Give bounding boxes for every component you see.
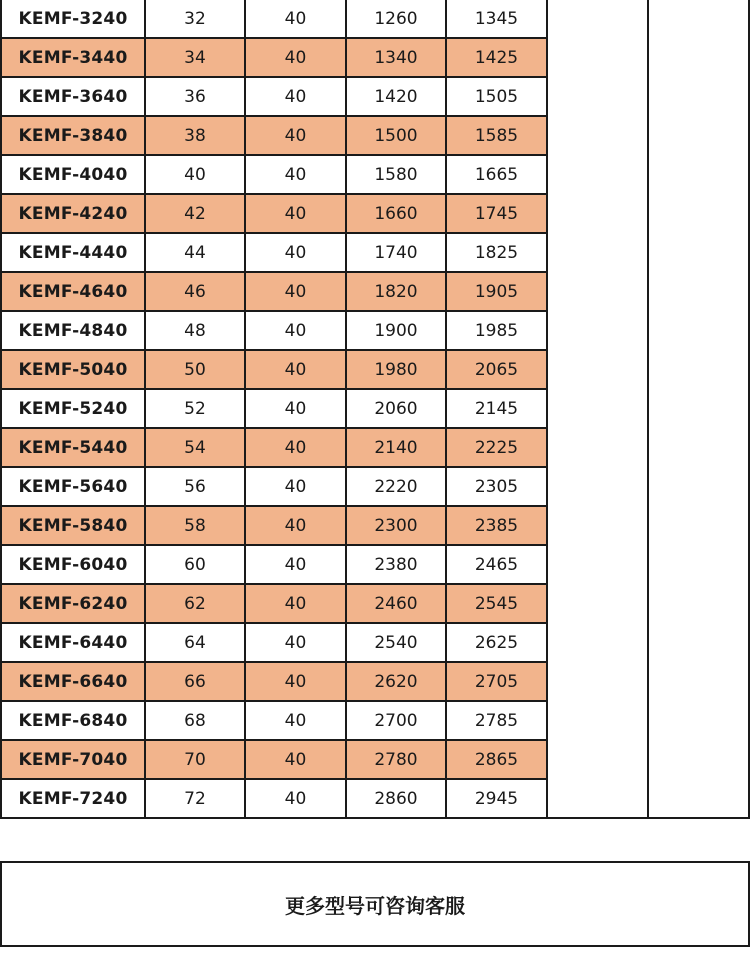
value-cell: 2545 xyxy=(446,584,547,623)
value-cell: 1985 xyxy=(446,311,547,350)
value-cell: 34 xyxy=(145,38,245,77)
value-cell: 2625 xyxy=(446,623,547,662)
value-cell: 40 xyxy=(245,779,346,818)
footer-text: 更多型号可咨询客服 xyxy=(285,893,465,918)
value-cell: 2465 xyxy=(446,545,547,584)
value-cell: 2305 xyxy=(446,467,547,506)
value-cell: 56 xyxy=(145,467,245,506)
value-cell: 32 xyxy=(145,0,245,38)
value-cell: 1340 xyxy=(346,38,446,77)
value-cell: 2540 xyxy=(346,623,446,662)
value-cell: 2865 xyxy=(446,740,547,779)
value-cell: 66 xyxy=(145,662,245,701)
value-cell: 48 xyxy=(145,311,245,350)
value-cell: 2220 xyxy=(346,467,446,506)
value-cell: 40 xyxy=(245,701,346,740)
value-cell: 1585 xyxy=(446,116,547,155)
value-cell: 1740 xyxy=(346,233,446,272)
model-cell: KEMF-7040 xyxy=(1,740,145,779)
value-cell: 54 xyxy=(145,428,245,467)
value-cell: 2060 xyxy=(346,389,446,428)
value-cell: 40 xyxy=(245,506,346,545)
model-cell: KEMF-5240 xyxy=(1,389,145,428)
value-cell: 64 xyxy=(145,623,245,662)
table-row xyxy=(1,0,749,38)
value-cell: 40 xyxy=(145,155,245,194)
value-cell: 40 xyxy=(245,662,346,701)
value-cell: 50 xyxy=(145,350,245,389)
value-cell: 46 xyxy=(145,272,245,311)
footer-note xyxy=(0,861,750,947)
value-cell: 40 xyxy=(245,428,346,467)
model-cell: KEMF-5840 xyxy=(1,506,145,545)
value-cell: 1420 xyxy=(346,77,446,116)
value-cell: 1660 xyxy=(346,194,446,233)
model-cell: KEMF-3640 xyxy=(1,77,145,116)
output-type-cell xyxy=(648,0,749,818)
value-cell: 2065 xyxy=(446,350,547,389)
model-cell: KEMF-5040 xyxy=(1,350,145,389)
value-cell: 40 xyxy=(245,155,346,194)
value-cell: 40 xyxy=(245,623,346,662)
value-cell: 72 xyxy=(145,779,245,818)
value-cell: 40 xyxy=(245,389,346,428)
model-cell: KEMF-4040 xyxy=(1,155,145,194)
value-cell: 1825 xyxy=(446,233,547,272)
model-cell: KEMF-4640 xyxy=(1,272,145,311)
value-cell: 60 xyxy=(145,545,245,584)
model-cell: KEMF-3440 xyxy=(1,38,145,77)
value-cell: 44 xyxy=(145,233,245,272)
value-cell: 70 xyxy=(145,740,245,779)
model-cell: KEMF-4440 xyxy=(1,233,145,272)
value-cell: 1980 xyxy=(346,350,446,389)
value-cell: 2385 xyxy=(446,506,547,545)
value-cell: 2380 xyxy=(346,545,446,584)
value-cell: 40 xyxy=(245,194,346,233)
value-cell: 1580 xyxy=(346,155,446,194)
model-cell: KEMF-6040 xyxy=(1,545,145,584)
model-cell: KEMF-6840 xyxy=(1,701,145,740)
value-cell: 40 xyxy=(245,272,346,311)
value-cell: 2705 xyxy=(446,662,547,701)
value-cell: 40 xyxy=(245,740,346,779)
value-cell: 1900 xyxy=(346,311,446,350)
value-cell: 38 xyxy=(145,116,245,155)
model-cell: KEMF-5640 xyxy=(1,467,145,506)
value-cell: 40 xyxy=(245,38,346,77)
value-cell: 40 xyxy=(245,311,346,350)
value-cell: 58 xyxy=(145,506,245,545)
value-cell: 40 xyxy=(245,0,346,38)
table-body xyxy=(1,0,749,818)
range-cell xyxy=(547,0,648,818)
value-cell: 40 xyxy=(245,545,346,584)
model-cell: KEMF-4840 xyxy=(1,311,145,350)
value-cell: 1905 xyxy=(446,272,547,311)
value-cell: 1345 xyxy=(446,0,547,38)
model-cell: KEMF-6640 xyxy=(1,662,145,701)
model-cell: KEMF-3240 xyxy=(1,0,145,38)
value-cell: 2460 xyxy=(346,584,446,623)
model-cell: KEMF-7240 xyxy=(1,779,145,818)
value-cell: 68 xyxy=(145,701,245,740)
value-cell: 1820 xyxy=(346,272,446,311)
value-cell: 1665 xyxy=(446,155,547,194)
model-cell: KEMF-6440 xyxy=(1,623,145,662)
value-cell: 1425 xyxy=(446,38,547,77)
value-cell: 2145 xyxy=(446,389,547,428)
model-cell: KEMF-3840 xyxy=(1,116,145,155)
value-cell: 2140 xyxy=(346,428,446,467)
value-cell: 40 xyxy=(245,350,346,389)
model-cell: KEMF-6240 xyxy=(1,584,145,623)
value-cell: 40 xyxy=(245,77,346,116)
value-cell: 42 xyxy=(145,194,245,233)
value-cell: 1505 xyxy=(446,77,547,116)
value-cell: 1745 xyxy=(446,194,547,233)
value-cell: 1260 xyxy=(346,0,446,38)
value-cell: 1500 xyxy=(346,116,446,155)
value-cell: 62 xyxy=(145,584,245,623)
value-cell: 2785 xyxy=(446,701,547,740)
model-cell: KEMF-5440 xyxy=(1,428,145,467)
value-cell: 40 xyxy=(245,584,346,623)
value-cell: 2300 xyxy=(346,506,446,545)
value-cell: 40 xyxy=(245,233,346,272)
value-cell: 2225 xyxy=(446,428,547,467)
value-cell: 40 xyxy=(245,467,346,506)
value-cell: 2945 xyxy=(446,779,547,818)
value-cell: 40 xyxy=(245,116,346,155)
value-cell: 2860 xyxy=(346,779,446,818)
value-cell: 36 xyxy=(145,77,245,116)
model-cell: KEMF-4240 xyxy=(1,194,145,233)
value-cell: 52 xyxy=(145,389,245,428)
value-cell: 2700 xyxy=(346,701,446,740)
value-cell: 2780 xyxy=(346,740,446,779)
value-cell: 2620 xyxy=(346,662,446,701)
